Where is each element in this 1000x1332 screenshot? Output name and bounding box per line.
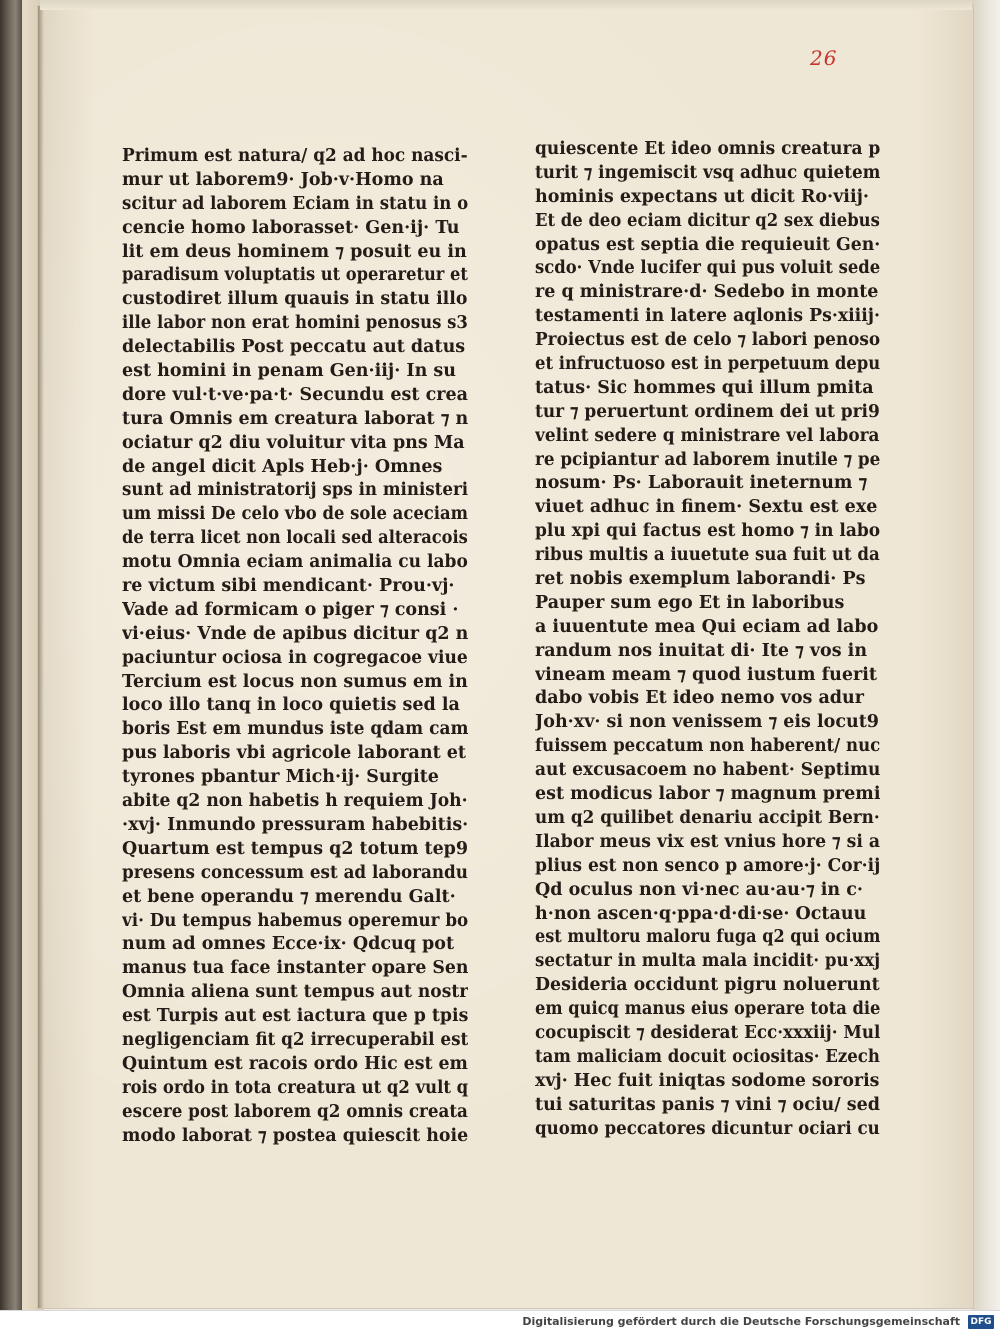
text-line: de terra licet non locali sed alteracois	[122, 528, 468, 549]
text-line: et infructuoso est in perpetuum depu	[535, 354, 880, 375]
text-line: Proiectus est de celo ⁊ labori penoso	[535, 330, 880, 351]
text-line: presens concessum est ad laborandu	[122, 862, 468, 883]
text-line: Ilabor meus vix est vnius hore ⁊ si a	[535, 831, 880, 852]
text-line: um missi De celo vbo de sole aceciam	[122, 504, 468, 525]
left-text-column	[122, 145, 468, 1148]
text-line: Primum est natura/ q2 ad hoc nasci-	[122, 146, 468, 166]
text-line: randum nos inuitat di· Ite ⁊ vos in	[535, 640, 868, 661]
dfg-logo: DFG	[968, 1315, 994, 1329]
text-line: aut excusacoem no habent· Septimu	[535, 760, 880, 781]
text-line: mur ut laborem9· Job·v·Homo na	[122, 169, 444, 190]
text-line: dabo vobis Et ideo nemo vos adur	[535, 688, 864, 709]
text-line: Et de deo eciam dicitur q2 sex diebus	[535, 210, 880, 231]
text-line: est Turpis aut est iactura que p tpis	[122, 1006, 468, 1027]
text-line: Qd oculus non vi·nec au·au·⁊ in c·	[535, 879, 863, 900]
text-line: re q ministrare·d· Sedebo in monte	[535, 282, 879, 303]
text-line: tura Omnis em creatura laborat ⁊ n	[122, 408, 468, 429]
text-line: sunt ad ministratorij sps in ministeri	[122, 480, 468, 501]
text-line: a iuuentute mea Qui eciam ad labo	[535, 616, 879, 637]
page-top-edge	[40, 0, 972, 10]
text-line: de angel dicit Apls Heb·j· Omnes	[122, 456, 443, 477]
text-line: ille labor non erat homini penosus s3	[122, 313, 468, 334]
text-line: cocupiscit ⁊ desiderat Ecc·xxxiij· Mul	[535, 1022, 880, 1043]
text-line: num ad omnes Ecce·ix· Qdcuq pot	[122, 934, 455, 955]
footer-credit-bar	[0, 1310, 1000, 1332]
text-line: paradisum voluptatis ut operaretur et	[122, 265, 468, 286]
text-line: um q2 quilibet denariu accipit Bern·	[535, 807, 880, 828]
text-line: abite q2 non habetis h requiem Joh·	[122, 791, 468, 812]
text-line: ret nobis exemplum laborandi· Ps	[535, 569, 866, 590]
text-line: paciuntur ociosa in cogregacoe viue	[122, 647, 468, 668]
text-line: vi· Du tempus habemus operemur bo	[122, 910, 468, 931]
text-line: ociatur q2 diu voluitur vita pns Ma	[122, 432, 465, 453]
book-binding	[0, 0, 22, 1310]
text-line: pus laboris vbi agricole laborant et	[122, 743, 466, 764]
text-line: vi·eius· Vnde de apibus dicitur q2 n	[122, 623, 468, 644]
page-stack-edge	[972, 0, 1000, 1310]
text-line: turit ⁊ ingemiscit vsq adhuc quietem	[535, 162, 880, 183]
text-line: tyrones pbantur Mich·ij· Surgite	[122, 767, 439, 788]
text-line: plius est non senco p amore·j· Cor·ij	[535, 855, 880, 876]
text-line: Desideria occidunt pigru noluerunt	[535, 975, 880, 996]
text-line: hominis expectans ut dicit Ro·viij·	[535, 186, 870, 207]
text-line: em quicq manus eius operare tota die	[535, 999, 880, 1020]
text-line: Quintum est racois ordo Hic est em	[122, 1053, 468, 1074]
text-line: delectabilis Post peccatu aut datus	[122, 337, 466, 358]
text-line: Vade ad formicam o piger ⁊ consi ·	[122, 599, 459, 620]
text-line: sectatur in multa mala incidit· pu·xxj	[535, 951, 880, 972]
text-line: re pcipiantur ad laborem inutile ⁊ pe	[535, 449, 880, 470]
text-line: manus tua face instanter opare Sen	[122, 958, 468, 979]
text-line: Joh·xv· si non venissem ⁊ eis locut9	[535, 712, 879, 733]
text-line: plu xpi qui factus est homo ⁊ in labo	[535, 521, 880, 542]
text-line: re victum sibi mendicant· Prou·vj·	[122, 576, 455, 597]
text-line: scitur ad laborem Eciam in statu in o	[122, 193, 468, 214]
text-line: boris Est em mundus iste qdam cam	[122, 719, 468, 740]
text-line: xvj· Hec fuit iniqtas sodome sororis	[535, 1070, 880, 1091]
text-line: fuissem peccatum non haberent/ nuc	[535, 736, 880, 757]
folio-number: 26	[810, 46, 838, 70]
text-line: quiescente Et ideo omnis creatura p	[535, 139, 880, 159]
funding-credit: Digitalisierung gefördert durch die Deutsche Forschungsgemeinschaft	[522, 1315, 960, 1328]
text-line: et bene operandu ⁊ merendu Galt·	[122, 886, 456, 907]
text-line: lit em deus hominem ⁊ posuit eu in	[122, 241, 467, 262]
text-line: modo laborat ⁊ postea quiescit hoie	[122, 1125, 468, 1146]
text-line: velint sedere q ministrare vel labora	[535, 425, 880, 446]
text-line: est homini in penam Gen·iij· In su	[122, 361, 456, 382]
text-line: Omnia aliena sunt tempus aut nostr	[122, 982, 468, 1003]
text-line: loco illo tanq in loco quietis sed la	[122, 695, 460, 716]
text-line: tui saturitas panis ⁊ vini ⁊ ociu/ sed	[535, 1094, 880, 1115]
text-line: tatus· Sic hommes qui illum pmita	[535, 377, 874, 398]
text-line: negligenciam fit q2 irrecuperabil est	[122, 1029, 468, 1050]
text-line: Quartum est tempus q2 totum tep9	[122, 838, 468, 859]
text-line: Tercium est locus non sumus em in	[122, 671, 468, 692]
text-line: est multoru maloru fuga q2 qui ocium	[535, 927, 880, 948]
text-line: tur ⁊ peruertunt ordinem dei ut pri9	[535, 401, 880, 422]
text-line: dore vul·t·ve·pa·t· Secundu est crea	[122, 384, 468, 405]
text-line: ribus multis a iuuetute sua fuit ut da	[535, 545, 880, 566]
text-line: vineam meam ⁊ quod iustum fuerit	[535, 664, 877, 685]
text-line: escere post laborem q2 omnis creata	[122, 1101, 468, 1122]
text-line: tam maliciam docuit ociositas· Ezech	[535, 1046, 880, 1067]
text-line: scdo· Vnde lucifer qui pus voluit sede	[535, 258, 880, 279]
gutter-shadow	[38, 6, 44, 1308]
text-line: ·xvj· Inmundo pressuram habebitis·	[122, 814, 468, 835]
text-line: quomo peccatores dicuntur ociari cu	[535, 1118, 880, 1139]
text-line: custodiret illum quauis in statu illo	[122, 289, 468, 310]
text-line: viuet adhuc in finem· Sextu est exe	[535, 497, 878, 518]
right-text-column	[535, 138, 880, 1141]
text-line: rois ordo in tota creatura ut q2 vult q	[122, 1077, 468, 1098]
text-line: h·non ascen·q·ppa·d·di·se· Octauu	[535, 903, 867, 924]
text-line: cencie homo laborasset· Gen·ij· Tu	[122, 217, 460, 238]
text-line: testamenti in latere aqlonis Ps·xiiij·	[535, 306, 880, 327]
text-line: opatus est septia die requieuit Gen·	[535, 234, 880, 255]
text-line: est modicus labor ⁊ magnum premi	[535, 784, 880, 805]
text-line: nosum· Ps· Laborauit ineternum ⁊	[535, 473, 868, 494]
text-line: Pauper sum ego Et in laboribus	[535, 592, 845, 613]
text-line: motu Omnia eciam animalia cu labo	[122, 552, 468, 573]
